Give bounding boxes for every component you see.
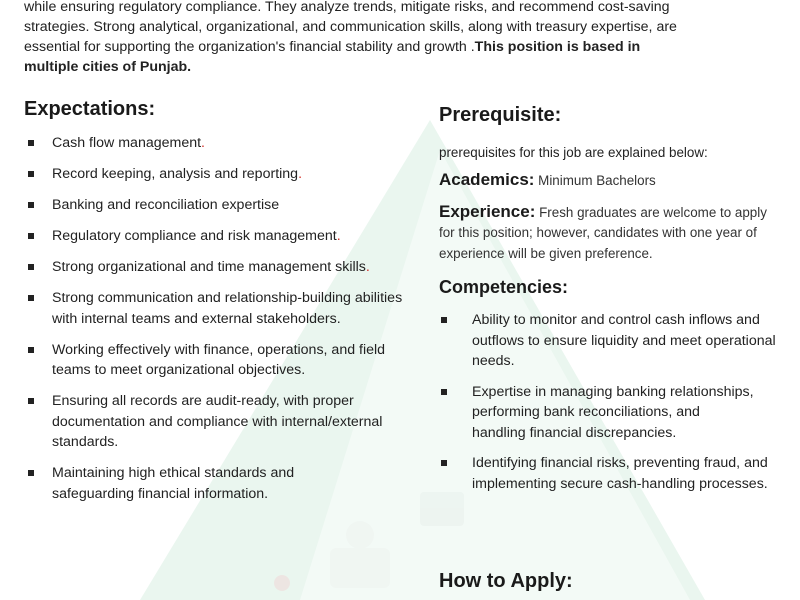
experience-value: Fresh graduates are welcome to apply for this position; however, candidates with one year of experience will be given preference. — [439, 204, 767, 261]
expectation-text: Regulatory compliance and risk management — [52, 228, 337, 244]
expectation-item — [24, 288, 404, 329]
expectation-text: Working effectively with finance, operations, and field teams to meet organizational objectives. — [52, 341, 386, 378]
expectation-tail: . — [336, 228, 341, 244]
expectation-item — [24, 133, 404, 154]
expectation-tail: . — [298, 166, 303, 182]
square-bullet-icon — [28, 470, 34, 476]
square-bullet-icon — [28, 140, 34, 146]
expectation-text: Record keeping, analysis and reporting — [52, 166, 299, 182]
expectation-text: Maintaining high ethical standards and safeguarding financial information. — [52, 465, 295, 502]
competency-text: Identifying financial risks, preventing fraud, and implementing secure cash-handling processes. — [472, 455, 768, 492]
square-bullet-icon — [28, 398, 34, 404]
square-bullet-icon — [28, 202, 34, 208]
expectation-item — [24, 391, 404, 453]
location-note-part-1: This position is based in — [474, 39, 641, 55]
expectation-tail: . — [201, 135, 205, 151]
expectation-text: Strong organizational and time management skills — [52, 259, 366, 275]
academics-row — [439, 170, 784, 192]
expectation-text: Banking and reconciliation expertise — [52, 197, 280, 213]
expectations-section — [24, 98, 404, 515]
square-bullet-icon — [28, 295, 34, 301]
expectation-text: Cash flow management — [52, 135, 202, 151]
prerequisite-section — [439, 104, 784, 504]
experience-row — [439, 202, 784, 265]
intro-line-2: strategies. Strong analytical, organizational, and communication skills, along with treasury expertise, are — [24, 19, 677, 35]
expectation-tail: . — [365, 259, 370, 275]
expectation-item — [24, 195, 404, 216]
square-bullet-icon — [28, 347, 34, 353]
expectation-item — [24, 164, 404, 185]
square-bullet-icon — [441, 460, 447, 466]
location-note-part-2: multiple cities of Punjab. — [24, 59, 192, 75]
square-bullet-icon — [28, 233, 34, 239]
intro-line-3-text: essential for supporting the organization's financial stability and growth . — [24, 39, 475, 55]
competency-item — [439, 382, 784, 444]
expectations-list — [24, 133, 404, 504]
square-bullet-icon — [28, 264, 34, 270]
intro-line-4 — [24, 57, 774, 77]
prerequisite-intro: prerequisites for this job are explained below: — [439, 145, 708, 160]
square-bullet-icon — [441, 317, 447, 323]
expectation-text: Ensuring all records are audit-ready, with proper documentation and compliance with internal/external standards. — [52, 393, 383, 450]
competency-item — [439, 310, 784, 372]
competency-text: Ability to monitor and control cash inflows and outflows to ensure liquidity and meet operational needs. — [472, 312, 776, 369]
expectation-item — [24, 257, 404, 278]
how-to-apply-heading: How to Apply: — [439, 570, 573, 592]
competencies-list — [439, 310, 784, 494]
competencies-heading: Competencies: — [439, 277, 569, 297]
expectation-item — [24, 463, 404, 504]
intro-line-1: while ensuring regulatory compliance. They analyze trends, mitigate risks, and recommend cost-saving — [24, 0, 670, 15]
academics-value: Minimum Bachelors — [538, 173, 656, 188]
intro-paragraph — [24, 0, 774, 77]
expectation-item — [24, 340, 404, 381]
prerequisite-heading: Prerequisite: — [439, 104, 562, 126]
expectations-heading: Expectations: — [24, 98, 156, 120]
academics-label: Academics: — [439, 170, 535, 189]
competency-item — [439, 453, 784, 494]
expectation-text: Strong communication and relationship-building abilities with internal teams and external stakeholders. — [52, 290, 403, 327]
experience-label: Experience: — [439, 201, 536, 221]
intro-line-3 — [24, 37, 774, 57]
square-bullet-icon — [28, 171, 34, 177]
expectation-item — [24, 226, 404, 247]
square-bullet-icon — [441, 389, 447, 395]
competency-text: Expertise in managing banking relationships, performing bank reconciliations, and handling financial discrepancies. — [472, 383, 754, 441]
